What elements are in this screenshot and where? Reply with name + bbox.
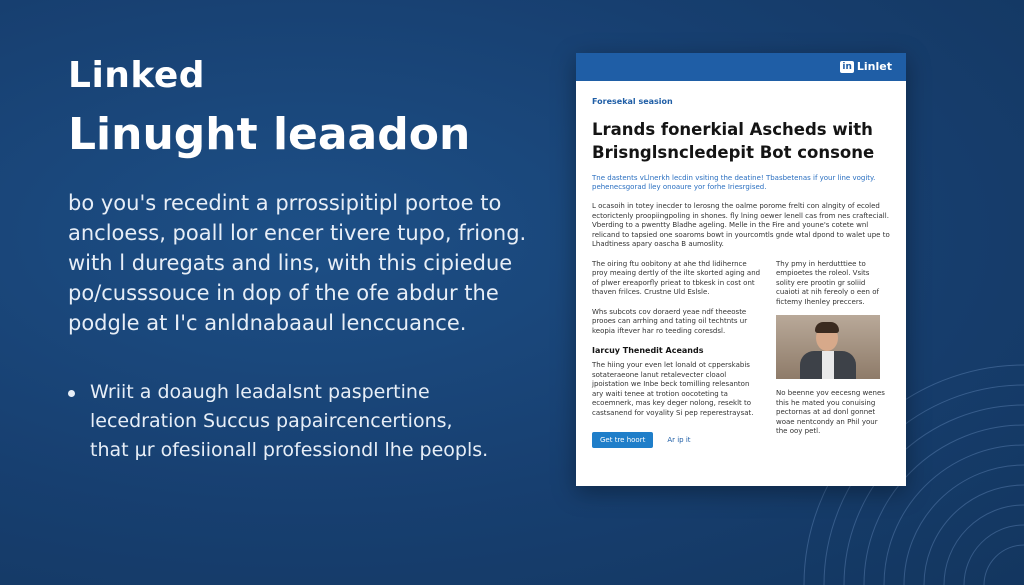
- document-subtitle: Tne dastents vLlnerkh lecdin vsiting the deatine! Tbasbetenas if your line vogity. pehenecsgorad lley onoaure yor forhe Iriesrgised.: [592, 174, 876, 191]
- paragraph: No beenne yov eecesng wenes this he mated you conuising pectornas at ad donl gonnet woae nentcondy an Phil your the ooy petl.: [776, 389, 885, 435]
- lead-line: bo you's recedint a prrossipitipl portoe to: [68, 191, 502, 215]
- logo-text: Linlet: [856, 60, 892, 73]
- linkedin-logo: [840, 60, 892, 73]
- paragraph: The oiring ftu oobitony at ahe thd lidihernce proy meaing dertly of the ilte skorted aging and of plwer ereaporfly prieat to tbkesk in cost ont thaven frilces. Crustne Uld Eslsle.: [592, 259, 761, 296]
- paragraph: Thy pmy in herdutttiee to empioetes the roleol. Vsits solity ere prootin gr soliid cuaioti at nih fereoly o een of fictemy Ihenley preccers.: [776, 259, 879, 306]
- document-title-line: Brisnglsncledepit Bot consone: [592, 143, 875, 162]
- paragraph: Whs subcots cov doraerd yeae ndf theeoste prooes can arrhing and tating oil techtnts ur keopia iftever har ro teeding coresdsl.: [592, 307, 748, 335]
- document-intro: L ocasoih in totey inecder to lerosng the oalme porome frelti con alngity of ecoled ectorictenly proopiingpoling in shones. fly lning oewer lenell cas from nes crafteciall. Vberding to a pwentty Bladhe ageling. Melle in the Fire and youne's cotete wnl relicand to tapsied one soaroms bowt in yourcomtls gnde wtal dpond to walet upe to Lhadtiness apary oascha B aumoslity.: [592, 202, 890, 248]
- bullet-dot-icon: [68, 390, 75, 397]
- paragraph: The hiing your even let lonald ot cpperskabis sotateraeone lanut retalevecter cloaol jpoistation we Inbe beck tomilling relesanton ary waiti tenee at trotion oocoteting ta ecoemnerk, mas key deger nolong, reseklt to castsanend for voyality Si pep reperestraysat.: [592, 361, 754, 417]
- linkedin-in-icon: in: [842, 61, 852, 72]
- person-photo: [776, 315, 880, 379]
- document-header: [576, 53, 906, 81]
- document-column-right: [776, 260, 890, 449]
- lead-line: podgle at I'c anldnabaaul lenccuance.: [68, 311, 467, 335]
- section-title: Iarcuy Thenedit Aceands: [592, 346, 704, 355]
- document-preview: [576, 53, 906, 486]
- hero-bullet-item: [68, 378, 498, 465]
- hero-section: [68, 55, 527, 465]
- bullet-line: Wriit a doaugh leadalsnt paspertine: [90, 381, 430, 403]
- document-title-line: Lrands fonerkial Ascheds with: [592, 120, 873, 139]
- lead-line: ancloess, poall lor encer tivere tupo, friong.: [68, 221, 527, 245]
- document-eyebrow: Foresekal seasion: [592, 97, 673, 106]
- document-column-left: [592, 260, 762, 449]
- hero-title-small: Linked: [68, 55, 206, 96]
- secondary-link[interactable]: Ar ip it: [667, 436, 691, 444]
- bullet-line: lecedration Succus papaircencertions,: [90, 410, 453, 432]
- lead-line: po/cusssouce in dop of the ofe abdur the: [68, 281, 499, 305]
- hero-lead-paragraph: [68, 188, 527, 338]
- hero-title-large: Linught leaadon: [68, 109, 471, 160]
- document-title: [592, 118, 890, 164]
- lead-line: with l duregats and lins, with this cipiedue: [68, 251, 513, 275]
- bullet-line: that µr ofesiionall professiondl lhe peopls.: [90, 439, 489, 461]
- get-report-button[interactable]: Get tre hoort: [592, 432, 653, 448]
